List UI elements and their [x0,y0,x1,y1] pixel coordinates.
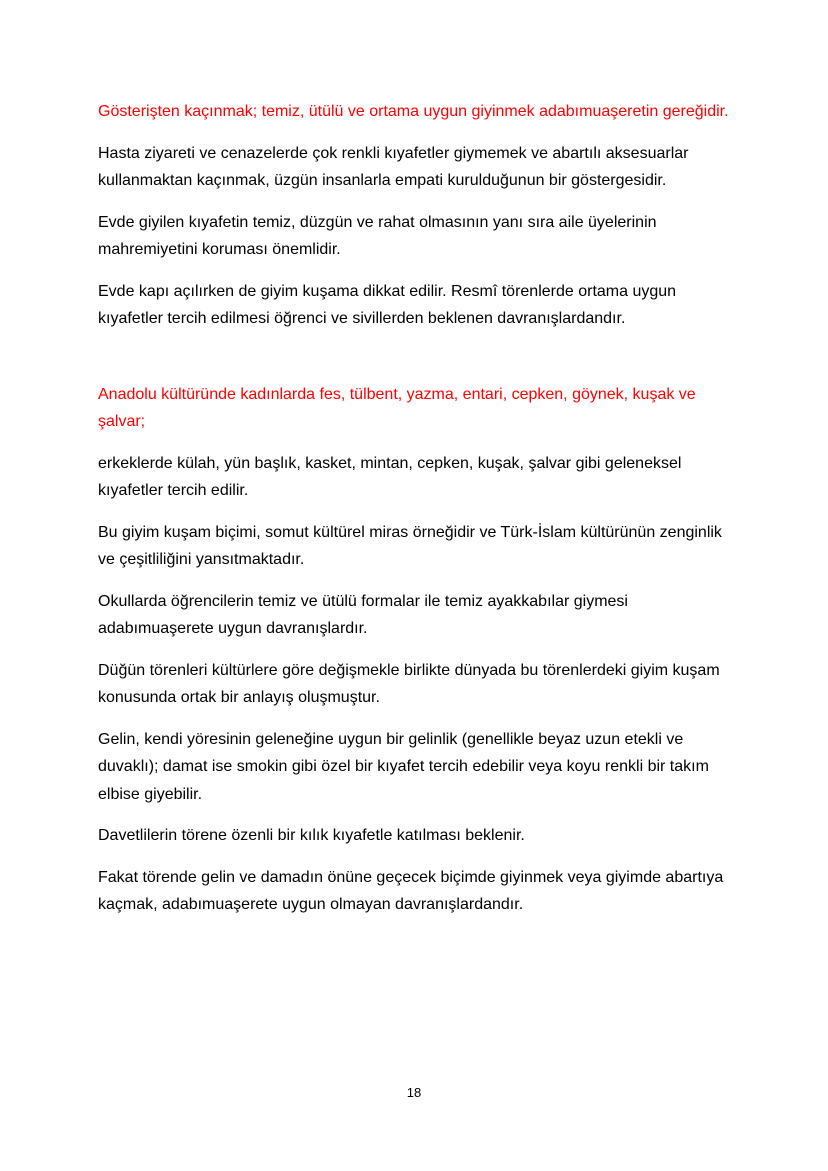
document-page [98,98,738,933]
section-1-paragraph-1: Hasta ziyareti ve cenazelerde çok renkli kıyafetler giymemek ve abartılı aksesuarlar kullanmaktan kaçınmak, üzgün insanlarla empati kurulduğunun bir göstergesidir. [98,144,689,189]
section-spacer [98,347,738,381]
section-2-paragraph-6: Davetlilerin törene özenli bir kılık kıyafetle katılması beklenir. [98,827,525,844]
section-1-paragraph-2: Evde giyilen kıyafetin temiz, düzgün ve rahat olmasının yanı sıra aile üyelerinin mahremiyetini koruması önemlidir. [98,213,657,258]
section-2-paragraph-2: Bu giyim kuşam biçimi, somut kültürel miras örneğidir ve Türk-İslam kültürünün zenginlik ve çeşitliliğini yansıtmaktadır. [98,523,722,568]
section-2-paragraph-3: Okullarda öğrencilerin temiz ve ütülü formalar ile temiz ayakkabılar giymesi adabımuaşerete uygun davranışlardır. [98,592,628,637]
section-2-paragraph-7: Fakat törende gelin ve damadın önüne geçecek biçimde giyinmek veya giyimde abartıya kaçmak, adabımuaşerete uygun olmayan davranışlardandır. [98,868,724,913]
section-1-paragraph-3: Evde kapı açılırken de giyim kuşama dikkat edilir. Resmî törenlerde ortama uygun kıyafetler tercih edilmesi öğrenci ve sivillerden beklenen davranışlardandır. [98,282,677,327]
page-number: 18 [406,1085,422,1100]
section-2-paragraph-5: Gelin, kendi yöresinin geleneğine uygun bir gelinlik (genellikle beyaz uzun etekli ve duvaklı); damat ise smokin gibi özel bir kıyafet tercih edebilir veya koyu renkli bir takım elbise giyebilir. [98,730,709,803]
section-1-heading: Gösterişten kaçınmak; temiz, ütülü ve ortama uygun giyinmek adabımuaşeretin gereğidir. [98,103,729,120]
section-2-heading: Anadolu kültüründe kadınlarda fes, tülbent, yazma, entari, cepken, göynek, kuşak ve şalvar; [98,385,696,430]
section-2-paragraph-4: Düğün törenleri kültürlere göre değişmekle birlikte dünyada bu törenlerdeki giyim kuşam konusunda ortak bir anlayış oluşmuştur. [98,661,720,706]
section-2-paragraph-1: erkeklerde külah, yün başlık, kasket, mintan, cepken, kuşak, şalvar gibi geleneksel kıyafetler tercih edilir. [98,454,682,499]
